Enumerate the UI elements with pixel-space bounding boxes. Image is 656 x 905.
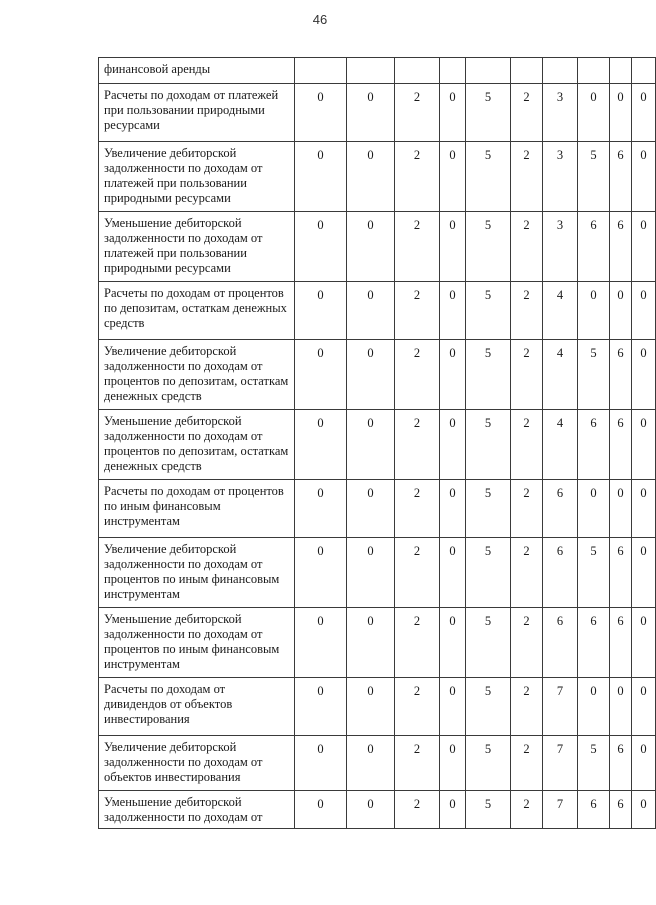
code-digit-cell: 2	[395, 410, 440, 480]
code-digit-cell: 6	[578, 791, 610, 829]
code-digit-cell: 2	[511, 84, 543, 142]
code-digit-cell: 0	[347, 212, 395, 282]
code-digit-cell: 6	[610, 340, 632, 410]
code-digit-cell: 0	[347, 736, 395, 791]
code-digit-cell: 0	[347, 791, 395, 829]
code-digit-cell: 0	[632, 538, 656, 608]
code-digit-cell: 6	[578, 212, 610, 282]
code-digit-cell: 2	[511, 791, 543, 829]
code-digit-cell: 5	[466, 608, 511, 678]
code-digit-cell: 0	[347, 410, 395, 480]
code-digit-cell: 0	[440, 538, 466, 608]
code-digit-cell: 2	[395, 142, 440, 212]
code-digit-cell: 0	[632, 84, 656, 142]
code-digit-cell: 5	[466, 212, 511, 282]
code-digit-cell: 6	[610, 736, 632, 791]
code-digit-cell: 0	[440, 678, 466, 736]
table-row	[99, 410, 656, 480]
code-digit-cell: 0	[295, 410, 347, 480]
code-digit-cell: 2	[511, 736, 543, 791]
code-digit-cell: 2	[395, 282, 440, 340]
table-row	[99, 736, 656, 791]
code-digit-cell: 2	[395, 538, 440, 608]
code-digit-cell: 0	[295, 84, 347, 142]
code-digit-cell: 2	[511, 678, 543, 736]
account-description-cell: Уменьшение дебиторской задолженности по доходам от	[99, 791, 295, 829]
code-digit-cell: 2	[395, 480, 440, 538]
table-row	[99, 340, 656, 410]
code-digit-cell: 0	[632, 282, 656, 340]
account-description-cell: Уменьшение дебиторской задолженности по доходам от процентов по иным финансовым инструментам	[99, 608, 295, 678]
code-digit-cell	[466, 58, 511, 84]
code-digit-cell: 3	[543, 142, 578, 212]
code-digit-cell: 0	[632, 736, 656, 791]
code-digit-cell: 5	[466, 480, 511, 538]
code-digit-cell: 0	[610, 84, 632, 142]
code-digit-cell: 0	[295, 142, 347, 212]
code-digit-cell: 5	[578, 538, 610, 608]
account-description-cell: Расчеты по доходам от процентов по депозитам, остаткам денежных средств	[99, 282, 295, 340]
code-digit-cell: 7	[543, 678, 578, 736]
code-digit-cell	[395, 58, 440, 84]
code-digit-cell: 0	[632, 410, 656, 480]
code-digit-cell: 0	[295, 212, 347, 282]
code-digit-cell: 0	[440, 791, 466, 829]
code-digit-cell: 2	[395, 608, 440, 678]
code-digit-cell: 0	[295, 608, 347, 678]
code-digit-cell: 0	[440, 212, 466, 282]
code-digit-cell: 5	[578, 340, 610, 410]
code-digit-cell: 0	[347, 480, 395, 538]
code-digit-cell: 0	[295, 791, 347, 829]
code-digit-cell: 0	[632, 608, 656, 678]
code-digit-cell: 2	[511, 212, 543, 282]
code-digit-cell: 6	[610, 212, 632, 282]
code-digit-cell: 5	[466, 410, 511, 480]
account-description-cell: Уменьшение дебиторской задолженности по доходам от платежей при пользовании природными ресурсами	[99, 212, 295, 282]
table-row	[99, 791, 656, 829]
code-digit-cell: 0	[440, 282, 466, 340]
code-digit-cell: 0	[347, 84, 395, 142]
code-digit-cell: 3	[543, 212, 578, 282]
code-digit-cell: 0	[632, 142, 656, 212]
code-digit-cell	[511, 58, 543, 84]
account-description-cell: финансовой аренды	[99, 58, 295, 84]
code-digit-cell: 4	[543, 410, 578, 480]
code-digit-cell	[347, 58, 395, 84]
code-digit-cell: 6	[610, 142, 632, 212]
code-digit-cell: 0	[440, 142, 466, 212]
code-digit-cell: 2	[511, 282, 543, 340]
code-digit-cell: 2	[511, 142, 543, 212]
account-description-cell: Увеличение дебиторской задолженности по доходам от объектов инвестирования	[99, 736, 295, 791]
code-digit-cell: 0	[578, 678, 610, 736]
account-description-cell: Расчеты по доходам от платежей при пользовании природными ресурсами	[99, 84, 295, 142]
code-digit-cell: 0	[440, 608, 466, 678]
code-digit-cell: 2	[511, 410, 543, 480]
table-row	[99, 608, 656, 678]
code-digit-cell: 0	[347, 678, 395, 736]
code-digit-cell: 0	[347, 538, 395, 608]
table-row	[99, 58, 656, 84]
code-digit-cell: 0	[632, 212, 656, 282]
code-digit-cell: 0	[578, 480, 610, 538]
code-digit-cell: 0	[295, 736, 347, 791]
code-digit-cell: 0	[632, 340, 656, 410]
code-digit-cell: 5	[466, 736, 511, 791]
code-digit-cell: 2	[395, 736, 440, 791]
code-digit-cell: 0	[295, 538, 347, 608]
code-digit-cell: 2	[511, 480, 543, 538]
code-digit-cell	[632, 58, 656, 84]
table-row	[99, 84, 656, 142]
code-digit-cell: 5	[466, 538, 511, 608]
code-digit-cell: 3	[543, 84, 578, 142]
code-digit-cell: 4	[543, 282, 578, 340]
account-codes-table	[98, 57, 656, 829]
code-digit-cell: 7	[543, 736, 578, 791]
code-digit-cell: 0	[610, 282, 632, 340]
code-digit-cell	[578, 58, 610, 84]
code-digit-cell: 2	[511, 538, 543, 608]
code-digit-cell: 0	[610, 480, 632, 538]
table-row	[99, 480, 656, 538]
code-digit-cell: 0	[440, 410, 466, 480]
code-digit-cell: 0	[610, 678, 632, 736]
code-digit-cell: 5	[578, 736, 610, 791]
code-digit-cell: 5	[466, 84, 511, 142]
code-digit-cell: 0	[347, 340, 395, 410]
code-digit-cell: 6	[543, 480, 578, 538]
code-digit-cell: 2	[511, 340, 543, 410]
code-digit-cell: 2	[395, 340, 440, 410]
code-digit-cell: 5	[466, 791, 511, 829]
account-description-cell: Уменьшение дебиторской задолженности по доходам от процентов по депозитам, остаткам денежных средств	[99, 410, 295, 480]
code-digit-cell: 0	[347, 282, 395, 340]
account-description-cell: Увеличение дебиторской задолженности по доходам от процентов по депозитам, остаткам денежных средств	[99, 340, 295, 410]
code-digit-cell: 5	[466, 340, 511, 410]
code-digit-cell: 2	[511, 608, 543, 678]
account-description-cell: Расчеты по доходам от процентов по иным финансовым инструментам	[99, 480, 295, 538]
code-digit-cell: 4	[543, 340, 578, 410]
code-digit-cell: 0	[440, 340, 466, 410]
code-digit-cell: 2	[395, 791, 440, 829]
table-row	[99, 538, 656, 608]
page-number: 46	[312, 12, 328, 27]
account-description-cell: Увеличение дебиторской задолженности по доходам от процентов по иным финансовым инструментам	[99, 538, 295, 608]
code-digit-cell: 0	[347, 142, 395, 212]
code-digit-cell: 0	[632, 678, 656, 736]
code-digit-cell: 5	[466, 678, 511, 736]
code-digit-cell: 0	[632, 791, 656, 829]
account-description-cell: Увеличение дебиторской задолженности по доходам от платежей при пользовании природными ресурсами	[99, 142, 295, 212]
code-digit-cell: 6	[578, 608, 610, 678]
code-digit-cell: 6	[543, 608, 578, 678]
account-description-cell: Расчеты по доходам от дивидендов от объектов инвестирования	[99, 678, 295, 736]
table-row	[99, 212, 656, 282]
code-digit-cell	[440, 58, 466, 84]
code-digit-cell: 2	[395, 84, 440, 142]
code-digit-cell: 0	[578, 84, 610, 142]
code-digit-cell: 0	[295, 282, 347, 340]
code-digit-cell	[543, 58, 578, 84]
table-row	[99, 142, 656, 212]
code-digit-cell: 6	[610, 608, 632, 678]
code-digit-cell: 6	[578, 410, 610, 480]
code-digit-cell: 5	[466, 142, 511, 212]
code-digit-cell: 5	[578, 142, 610, 212]
code-digit-cell: 6	[610, 538, 632, 608]
code-digit-cell: 0	[295, 678, 347, 736]
code-digit-cell	[610, 58, 632, 84]
table-row	[99, 678, 656, 736]
code-digit-cell: 0	[440, 84, 466, 142]
code-digit-cell: 0	[347, 608, 395, 678]
code-digit-cell: 0	[295, 480, 347, 538]
code-digit-cell: 0	[632, 480, 656, 538]
code-digit-cell: 7	[543, 791, 578, 829]
code-digit-cell: 0	[295, 340, 347, 410]
code-digit-cell: 6	[610, 791, 632, 829]
code-digit-cell: 2	[395, 212, 440, 282]
code-digit-cell: 5	[466, 282, 511, 340]
code-digit-cell	[295, 58, 347, 84]
code-digit-cell: 0	[440, 736, 466, 791]
code-digit-cell: 6	[543, 538, 578, 608]
code-digit-cell: 2	[395, 678, 440, 736]
table-row	[99, 282, 656, 340]
code-digit-cell: 6	[610, 410, 632, 480]
code-digit-cell: 0	[440, 480, 466, 538]
code-digit-cell: 0	[578, 282, 610, 340]
